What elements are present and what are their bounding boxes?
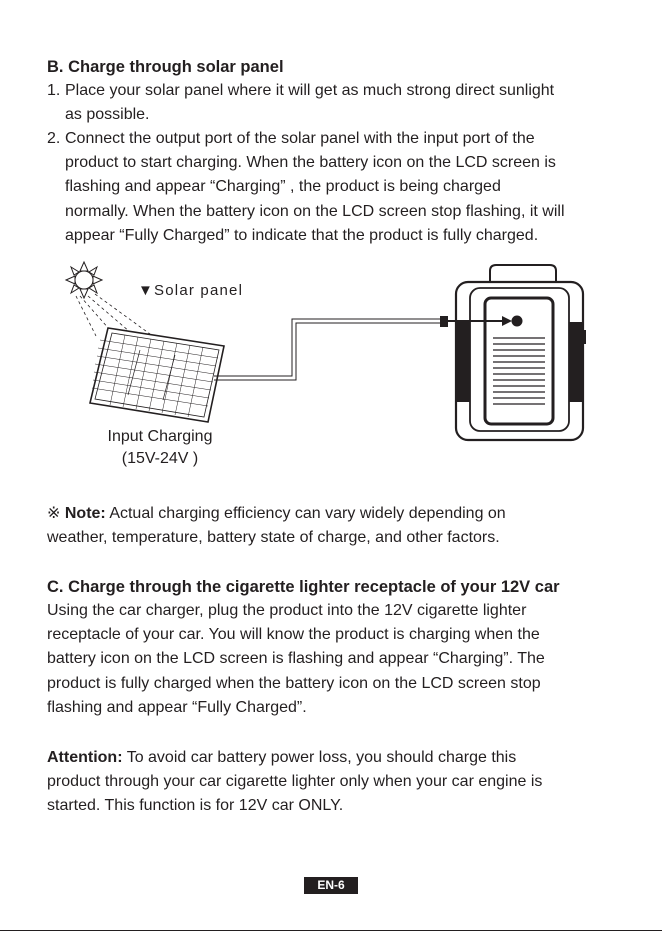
solar-panel-label: ▼Solar panel	[138, 282, 244, 299]
caption-voltage: (15V-24V )	[121, 450, 199, 467]
note-text: weather, temperature, battery state of charge, and other factors.	[47, 529, 500, 547]
attention-text: To avoid car battery power loss, you should charge this	[126, 749, 517, 766]
attention-paragraph	[47, 746, 542, 819]
note-symbol: ※	[47, 505, 61, 522]
item-line: appear “Fully Charged” to indicate that the product is fully charged.	[65, 226, 539, 244]
section-b-heading: B. Charge through solar panel	[47, 58, 284, 76]
item-number: 1.	[47, 82, 61, 99]
item-line: product to start charging. When the battery icon on the LCD screen is	[65, 154, 556, 172]
caption-line: Input Charging	[107, 428, 213, 445]
note-text: Actual charging efficiency can vary widely depending on	[109, 505, 506, 522]
item-line: as possible.	[65, 106, 150, 124]
solar-panel-icon	[90, 328, 224, 422]
body-line: battery icon on the LCD screen is flashing and appear “Charging”. The	[47, 650, 545, 668]
note-paragraph	[47, 502, 506, 550]
body-line: receptacle of your car. You will know the product is charging when the	[47, 626, 540, 644]
input-charging-caption	[90, 426, 230, 470]
item-line: Place your solar panel where it will get as much strong direct sunlight	[65, 82, 555, 99]
section-c-body	[47, 599, 545, 720]
item-number: 2.	[47, 130, 61, 147]
cable-plug	[440, 316, 448, 327]
section-c-heading: C. Charge through the cigarette lighter receptacle of your 12V car	[47, 578, 560, 596]
attention-label: Attention:	[47, 749, 123, 766]
attention-text: product through your car cigarette lighter only when your car engine is	[47, 773, 543, 791]
page-number-badge: EN-6	[304, 877, 358, 894]
power-station-icon	[448, 265, 586, 440]
attention-text: started. This function is for 12V car ONLY.	[47, 797, 344, 815]
body-line: product is fully charged when the battery icon on the LCD screen stop	[47, 674, 541, 692]
note-label: Note:	[64, 505, 106, 522]
charging-cable	[214, 319, 442, 380]
bottom-rule	[0, 930, 662, 931]
body-line: Using the car charger, plug the product into the 12V cigarette lighter	[47, 602, 527, 619]
solar-charging-diagram	[0, 250, 662, 450]
body-line: flashing and appear “Fully Charged”.	[47, 698, 307, 716]
item-line: normally. When the battery icon on the LCD screen stop flashing, it will	[65, 202, 565, 220]
item-line: Connect the output port of the solar panel with the input port of the	[65, 130, 535, 147]
sun-icon	[66, 262, 102, 298]
item-line: flashing and appear “Charging” , the product is being charged	[65, 178, 501, 196]
